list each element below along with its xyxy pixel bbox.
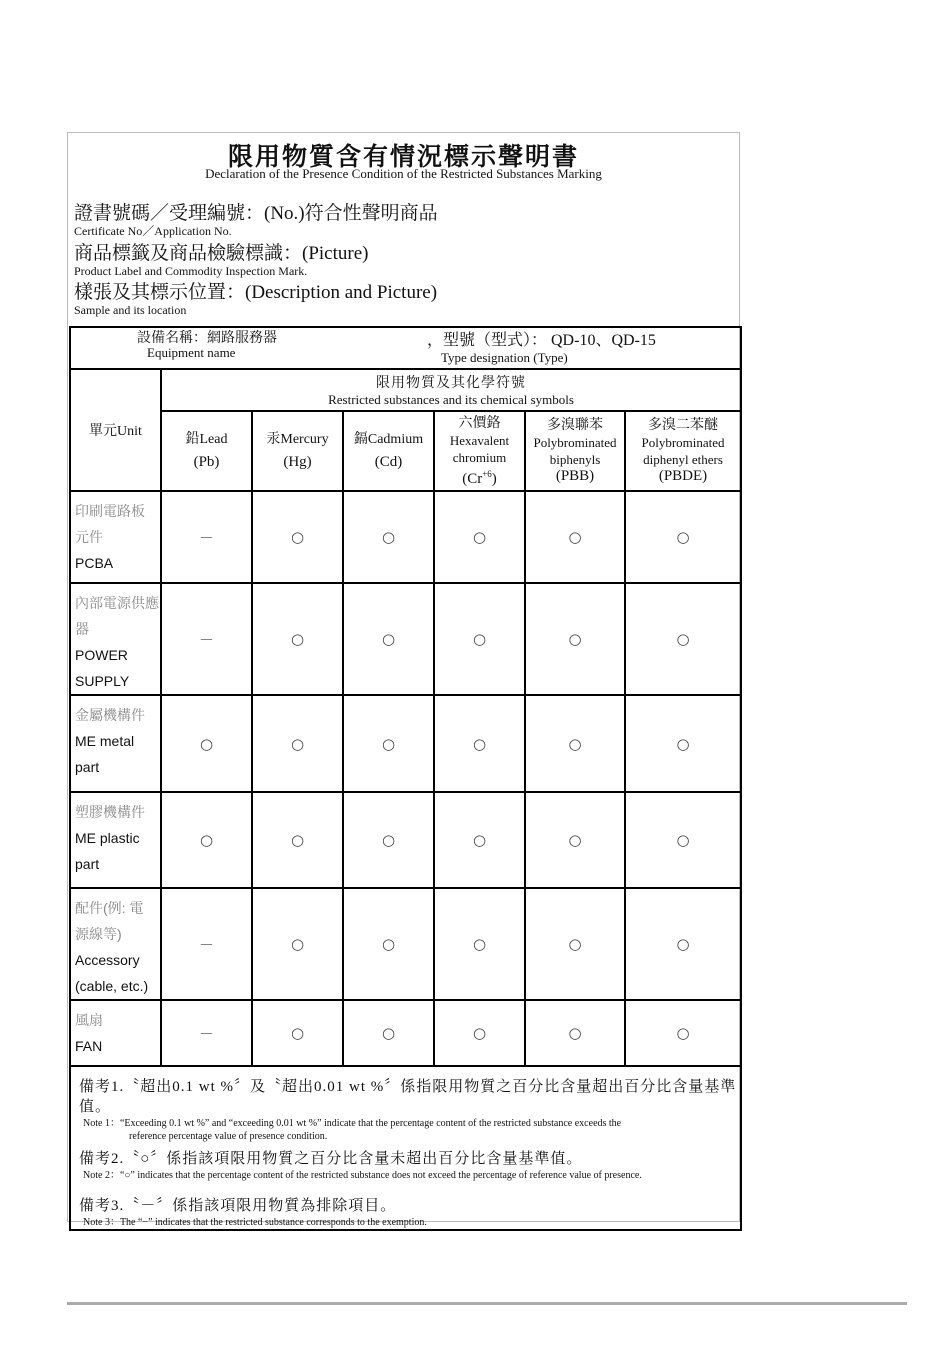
col-lead: [161, 411, 252, 491]
substances-header: [161, 369, 741, 411]
part-name-line: PCBA: [75, 555, 114, 571]
compliant-mark: ○: [252, 888, 343, 1000]
substances-header-row: [70, 369, 741, 411]
notes-row: [70, 1066, 741, 1230]
part-name-cell: [70, 792, 161, 888]
substances-header-en: Restricted substances and its chemical symbols: [328, 392, 574, 407]
part-name-line: SUPPLY: [75, 673, 130, 689]
table-row: [70, 583, 741, 695]
compliant-mark: ○: [252, 491, 343, 583]
product-label-zh: 商品標籤及商品檢驗標識：(Picture): [74, 243, 369, 264]
table-row: [70, 888, 741, 1000]
compliant-mark: ○: [625, 491, 741, 583]
certificate-label-en: Certificate No／Application No.: [74, 224, 232, 238]
col-cr-zh: 六價鉻: [458, 415, 501, 431]
col-pbb-zh: 多溴聯苯: [547, 418, 603, 433]
col-cr-symbol-sup: +6: [482, 468, 492, 479]
product-label-field: [74, 243, 368, 278]
compliant-mark: ○: [252, 583, 343, 695]
part-name-line: 印刷電路板: [75, 503, 145, 519]
note-1-zh: 備考1.〝超出0.1 wt %〞及〝超出0.01 wt %〞係指限用物質之百分比含量超出百分比含量基準值。: [79, 1079, 737, 1115]
compliant-mark: ○: [625, 1000, 741, 1066]
type-en: Type designation (Type): [441, 350, 568, 365]
part-name-line: (cable, etc.): [75, 978, 149, 994]
table-body: [70, 491, 741, 1066]
compliant-mark: ○: [625, 583, 741, 695]
compliant-mark: ○: [343, 583, 434, 695]
compliant-mark: ○: [161, 695, 252, 792]
col-cadmium-symbol: (Cd): [374, 454, 403, 470]
col-cadmium: [343, 411, 434, 491]
col-mercury: [252, 411, 343, 491]
exemption-mark: －: [161, 888, 252, 1000]
col-pbde-en2: diphenyl ethers: [643, 452, 723, 467]
declaration-sheet: [67, 132, 740, 1228]
part-name-line: 金屬機構件: [75, 707, 145, 723]
part-name-line: POWER: [75, 647, 128, 663]
table-row: [70, 695, 741, 792]
part-name-line: Accessory: [75, 952, 140, 968]
col-cr-symbol-end: ): [491, 470, 497, 487]
certificate-label-zh: 證書號碼／受理編號：(No.)符合性聲明商品: [74, 203, 438, 224]
footer-divider: [67, 1302, 907, 1305]
compliant-mark: ○: [252, 1000, 343, 1066]
equipment-name-zh: 設備名稱：網路服務器: [137, 331, 277, 346]
certificate-field: [74, 203, 438, 238]
col-pbb: [525, 411, 625, 491]
part-name-cell: [70, 1000, 161, 1066]
exemption-mark: －: [161, 491, 252, 583]
header-section: [68, 133, 739, 327]
compliant-mark: ○: [252, 695, 343, 792]
part-name-line: 源線等): [75, 926, 122, 942]
col-cr-en2: chromium: [452, 449, 507, 465]
table-row: [70, 1000, 741, 1066]
type-designation: [427, 332, 656, 366]
product-label-en: Product Label and Commodity Inspection Mark.: [74, 264, 308, 278]
note-3-zh: 備考3.〝－〞係指該項限用物質為排除項目。: [79, 1198, 397, 1214]
compliant-mark: ○: [434, 792, 525, 888]
part-name-line: ME metal: [75, 733, 135, 749]
compliant-mark: ○: [434, 1000, 525, 1066]
part-name-line: 元件: [75, 529, 103, 545]
compliant-mark: ○: [525, 491, 625, 583]
compliant-mark: ○: [161, 792, 252, 888]
part-name-line: 器: [75, 621, 89, 637]
part-name-line: 風扇: [75, 1012, 103, 1028]
col-cr-symbol: [435, 466, 524, 488]
compliant-mark: ○: [343, 491, 434, 583]
compliant-mark: ○: [252, 792, 343, 888]
col-pbb-en2: biphenyls: [549, 452, 601, 467]
part-name-line: part: [75, 759, 100, 775]
part-name-line: 配件(例: 電: [75, 900, 144, 916]
compliant-mark: ○: [343, 888, 434, 1000]
sample-label-en: Sample and its location: [74, 303, 187, 317]
col-pbde-symbol: (PBDE): [658, 468, 708, 484]
equipment-name-en: Equipment name: [147, 345, 236, 360]
restricted-substances-table: [69, 326, 742, 1231]
col-mercury-symbol: (Hg): [283, 454, 312, 470]
note-1-en-cont: reference percentage value of presence condition.: [129, 1131, 328, 1142]
part-name-line: 內部電源供應: [75, 595, 159, 611]
part-name-line: 塑膠機構件: [75, 804, 145, 820]
part-name-cell: [70, 491, 161, 583]
compliant-mark: ○: [525, 1000, 625, 1066]
exemption-mark: －: [161, 1000, 252, 1066]
compliant-mark: ○: [625, 695, 741, 792]
col-mercury-name: 汞Mercury: [266, 432, 329, 447]
part-name-line: FAN: [75, 1038, 103, 1054]
equipment-row: [70, 327, 741, 369]
col-lead-name: 鉛Lead: [185, 432, 228, 447]
col-pbde-en1: Polybrominated: [641, 435, 725, 450]
table-row: [70, 491, 741, 583]
part-name-line: part: [75, 856, 100, 872]
substances-header-zh: 限用物質及其化學符號: [376, 376, 527, 391]
col-cr-symbol-base: (Cr: [462, 470, 483, 487]
table-row: [70, 792, 741, 888]
part-name-cell: [70, 695, 161, 792]
col-cr-en1: Hexavalent: [449, 432, 510, 448]
column-header-row: [70, 411, 741, 491]
type-zh: ，型號（型式）： QD-10、QD-15: [427, 332, 656, 349]
part-name-cell: [70, 583, 161, 695]
compliant-mark: ○: [343, 695, 434, 792]
note-3-en: Note 3：The “−” indicates that the restricted substance corresponds to the exemption.: [83, 1217, 427, 1228]
col-pbb-en1: Polybrominated: [533, 435, 617, 450]
note-2-zh: 備考2.〝○〞係指該項限用物質之百分比含量未超出百分比含量基準值。: [79, 1151, 583, 1167]
exemption-mark: －: [161, 583, 252, 695]
note-1-en: Note 1：“Exceeding 0.1 wt %” and “exceeding 0.01 wt %” indicate that the percentage content of the restricted substance exceeds the: [83, 1118, 622, 1129]
compliant-mark: ○: [525, 695, 625, 792]
note-2-en: Note 2：“○” indicates that the percentage content of the restricted substance does not exceed the percentage of reference value of presence.: [83, 1170, 642, 1181]
compliant-mark: ○: [625, 792, 741, 888]
unit-header: 單元Unit: [70, 369, 161, 491]
sample-label-zh: 樣張及其標示位置：(Description and Picture): [74, 282, 438, 303]
notes-cell: [70, 1066, 741, 1230]
equipment-cell: [70, 327, 741, 369]
title-en: Declaration of the Presence Condition of the Restricted Substances Marking: [205, 166, 602, 181]
sample-field: [74, 282, 437, 317]
compliant-mark: ○: [434, 888, 525, 1000]
part-name-cell: [70, 888, 161, 1000]
col-cadmium-name: 鎘Cadmium: [353, 432, 424, 447]
col-pbde: [625, 411, 741, 491]
compliant-mark: ○: [625, 888, 741, 1000]
compliant-mark: ○: [434, 695, 525, 792]
title-zh: 限用物質含有情況標示聲明書: [227, 144, 579, 171]
compliant-mark: ○: [343, 1000, 434, 1066]
col-pbb-symbol: (PBB): [555, 468, 595, 484]
compliant-mark: ○: [434, 491, 525, 583]
part-name-line: ME plastic: [75, 830, 140, 846]
compliant-mark: ○: [343, 792, 434, 888]
col-lead-symbol: (Pb): [193, 454, 220, 470]
col-hexavalent-chromium: [434, 411, 525, 491]
compliant-mark: ○: [525, 583, 625, 695]
compliant-mark: ○: [525, 792, 625, 888]
col-pbde-zh: 多溴二苯醚: [648, 418, 719, 433]
equipment-name: [137, 332, 277, 360]
compliant-mark: ○: [525, 888, 625, 1000]
compliant-mark: ○: [434, 583, 525, 695]
